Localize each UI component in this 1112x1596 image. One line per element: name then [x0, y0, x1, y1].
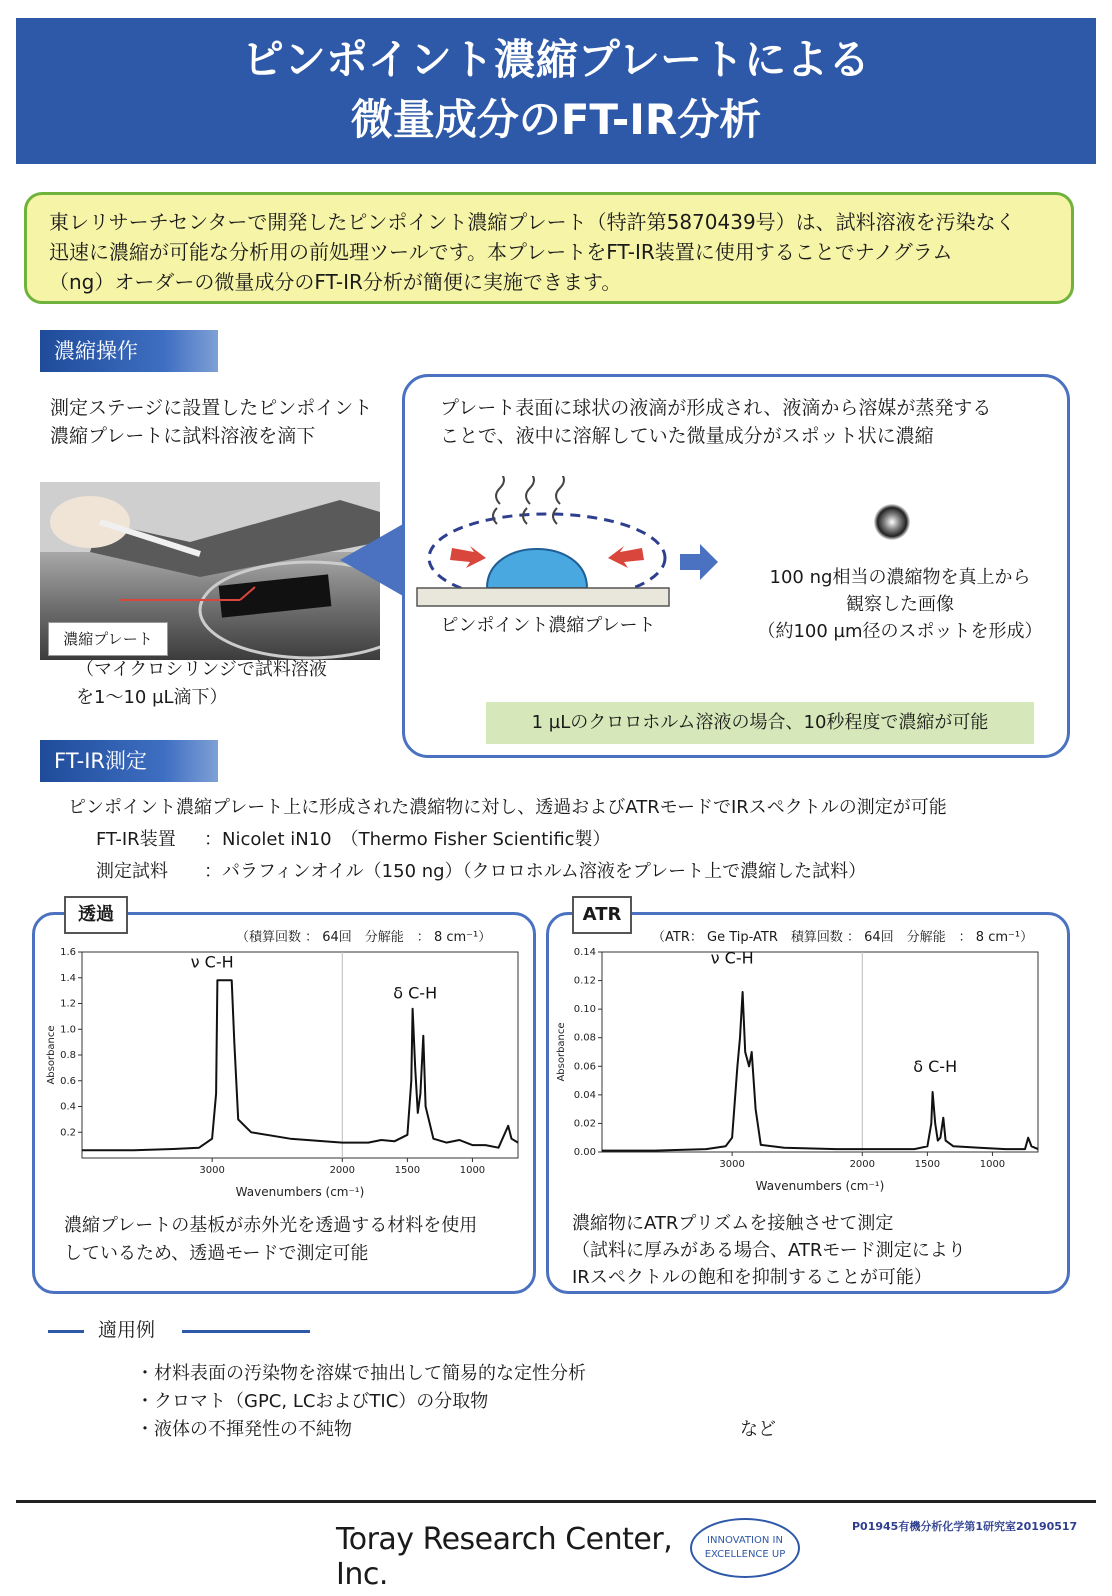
plot-frame	[602, 952, 1038, 1152]
peak-annotation: δ C-H	[913, 1057, 958, 1076]
title-banner	[16, 18, 1096, 164]
y-axis-label: Absorbance	[46, 1025, 57, 1085]
atr-caption-line3: IRスペクトルの飽和を抑制することが可能）	[572, 1267, 932, 1288]
process-text-line2: ことで、液中に溶解していた微量成分がスポット状に濃縮	[440, 425, 934, 447]
y-tick-label: 0.2	[60, 1127, 76, 1139]
intro-line1: 東レリサーチセンターで開発したピンポイント濃縮プレート（特許第5870439号）は、試料溶液を汚染なく	[49, 210, 1016, 234]
y-tick-label: 0.14	[573, 947, 596, 958]
x-tick-label: 3000	[199, 1165, 225, 1176]
ftir-description: ピンポイント濃縮プレート上に形成された濃縮物に対し、透過およびATRモードでIRスペクトルの測定が可能	[68, 797, 947, 818]
result-line3: （約100 µm径のスポットを形成）	[757, 621, 1043, 642]
y-tick-label: 0.10	[573, 1004, 596, 1016]
spot-image	[872, 502, 912, 542]
y-tick-label: 0.04	[573, 1089, 596, 1101]
diagram-label: ピンポイント濃縮プレート	[440, 615, 656, 636]
application-item: ・材料表面の汚染物を溶媒で抽出して簡易的な定性分析	[136, 1363, 586, 1384]
x-axis-label: Wavenumbers (cm⁻¹)	[755, 1179, 885, 1193]
x-tick-label: 2000	[849, 1159, 876, 1170]
title-line1: ピンポイント濃縮プレートによる	[241, 35, 871, 84]
atr-spectrum-chart	[552, 944, 1050, 1206]
plate-label: 濃縮プレート	[48, 622, 168, 656]
applications-rule-right	[182, 1330, 310, 1333]
instrument-label: FT-IR装置	[96, 829, 176, 850]
logo-text-line2: EXCELLENCE UP	[704, 1549, 786, 1560]
photo-caption-line2: を1～10 µL滴下）	[76, 687, 228, 708]
x-tick-label: 1500	[394, 1165, 421, 1176]
applications-list	[136, 1360, 836, 1444]
sample-label: 測定試料	[96, 861, 168, 882]
spot-result-text	[740, 564, 1060, 645]
x-tick-label: 1000	[459, 1165, 486, 1176]
y-tick-label: 0.12	[573, 975, 596, 987]
instrument-value: ：Nicolet iN10 （Thermo Fisher Scientific製）	[204, 829, 611, 850]
atr-caption	[572, 1210, 1062, 1291]
application-item: ・液体の不揮発性の不純物	[136, 1419, 352, 1440]
y-tick-label: 0.02	[573, 1118, 596, 1130]
process-arrow-icon	[680, 542, 720, 582]
y-tick-label: 0.06	[573, 1061, 596, 1073]
y-tick-label: 0.4	[60, 1101, 76, 1113]
left-text-line1: 測定ステージに設置したピンポイント	[50, 397, 373, 419]
intro-line3: （ng）オーダーの微量成分のFT-IR分析が簡便に実施できます。	[49, 270, 622, 294]
atr-caption-line1: 濃縮物にATRプリズムを接触させて測定	[572, 1213, 894, 1234]
transmission-spectrum-chart	[42, 944, 530, 1206]
y-tick-label: 1.2	[60, 998, 76, 1010]
atr-caption-line2: （試料に厚みがある場合、ATRモード測定により	[572, 1240, 966, 1261]
y-tick-label: 0.08	[573, 1032, 596, 1044]
y-axis-label: Absorbance	[556, 1022, 567, 1082]
application-item: ・クロマト（GPC, LCおよびTIC）の分取物	[136, 1391, 489, 1412]
left-text-line2: 濃縮プレートに試料溶液を滴下	[50, 425, 316, 447]
x-tick-label: 1500	[914, 1159, 941, 1170]
photo-caption	[76, 656, 396, 712]
y-tick-label: 1.4	[60, 972, 76, 984]
transmission-params: （積算回数 ： 64回 分解能 ： 8 cm⁻¹）	[236, 930, 492, 945]
section-heading-ftir: FT-IR測定	[40, 740, 218, 782]
plot-frame	[82, 952, 518, 1158]
y-tick-label: 0.6	[60, 1075, 76, 1087]
company-name: Toray Research Center, Inc.	[336, 1522, 673, 1592]
applications-rule-left	[48, 1330, 84, 1333]
sample-value: ：パラフィンオイル（150 ng）（クロロホルム溶液をプレート上で濃縮した試料）	[204, 861, 867, 882]
x-tick-label: 2000	[329, 1165, 356, 1176]
company-logo	[690, 1518, 800, 1578]
atr-params: （ATR： Ge Tip-ATR 積算回数 ： 64回 分解能 ： 8 cm⁻¹）	[652, 930, 1034, 945]
atr-tag: ATR	[572, 896, 632, 934]
document-code: P01945有機分析化学第1研究室20190517	[852, 1520, 1078, 1533]
section-heading-concentration: 濃縮操作	[40, 330, 218, 372]
transmission-caption-line2: しているため、透過モードで測定可能	[64, 1243, 369, 1264]
droplet-diagram	[412, 476, 682, 626]
transmission-tag: 透過	[64, 896, 128, 934]
transmission-caption	[64, 1212, 534, 1268]
x-tick-label: 1000	[979, 1159, 1006, 1170]
x-axis-label: Wavenumbers (cm⁻¹)	[235, 1185, 365, 1199]
x-tick-label: 3000	[719, 1159, 745, 1170]
intro-box	[24, 192, 1074, 304]
callout-pointer	[340, 520, 410, 600]
process-text-line1: プレート表面に球状の液滴が形成され、液滴から溶媒が蒸発する	[440, 397, 992, 419]
concentration-left-text	[50, 394, 390, 450]
result-line1: 100 ng相当の濃縮物を真上から	[769, 567, 1031, 588]
footer-divider	[16, 1500, 1096, 1503]
logo-text-line1: INNOVATION IN	[707, 1535, 783, 1546]
ftir-sample	[96, 858, 1076, 886]
applications-etc: など	[740, 1419, 776, 1440]
peak-annotation: ν C-H	[710, 948, 754, 968]
process-description	[440, 394, 1050, 450]
intro-line2: 迅速に濃縮が可能な分析用の前処理ツールです。本プレートをFT-IR装置に使用することでナノグラム	[49, 240, 953, 264]
transmission-caption-line1: 濃縮プレートの基板が赤外光を透過する材料を使用	[64, 1215, 478, 1236]
photo-caption-line1: （マイクロシリンジで試料溶液	[76, 659, 327, 680]
applications-heading: 適用例	[98, 1319, 156, 1341]
ftir-instrument	[96, 826, 1056, 854]
y-tick-label: 1.6	[60, 947, 76, 958]
y-tick-label: 0.00	[573, 1147, 596, 1158]
peak-annotation: δ C-H	[393, 983, 438, 1003]
title-line2: 微量成分のFT-IR分析	[350, 95, 762, 144]
peak-annotation: ν C-H	[190, 952, 234, 972]
y-tick-label: 1.0	[60, 1024, 76, 1036]
y-tick-label: 0.8	[60, 1050, 76, 1061]
concentration-note: 1 µLのクロロホルム溶液の場合、10秒程度で濃縮が可能	[486, 702, 1034, 744]
result-line2: 観察した画像	[846, 594, 954, 615]
